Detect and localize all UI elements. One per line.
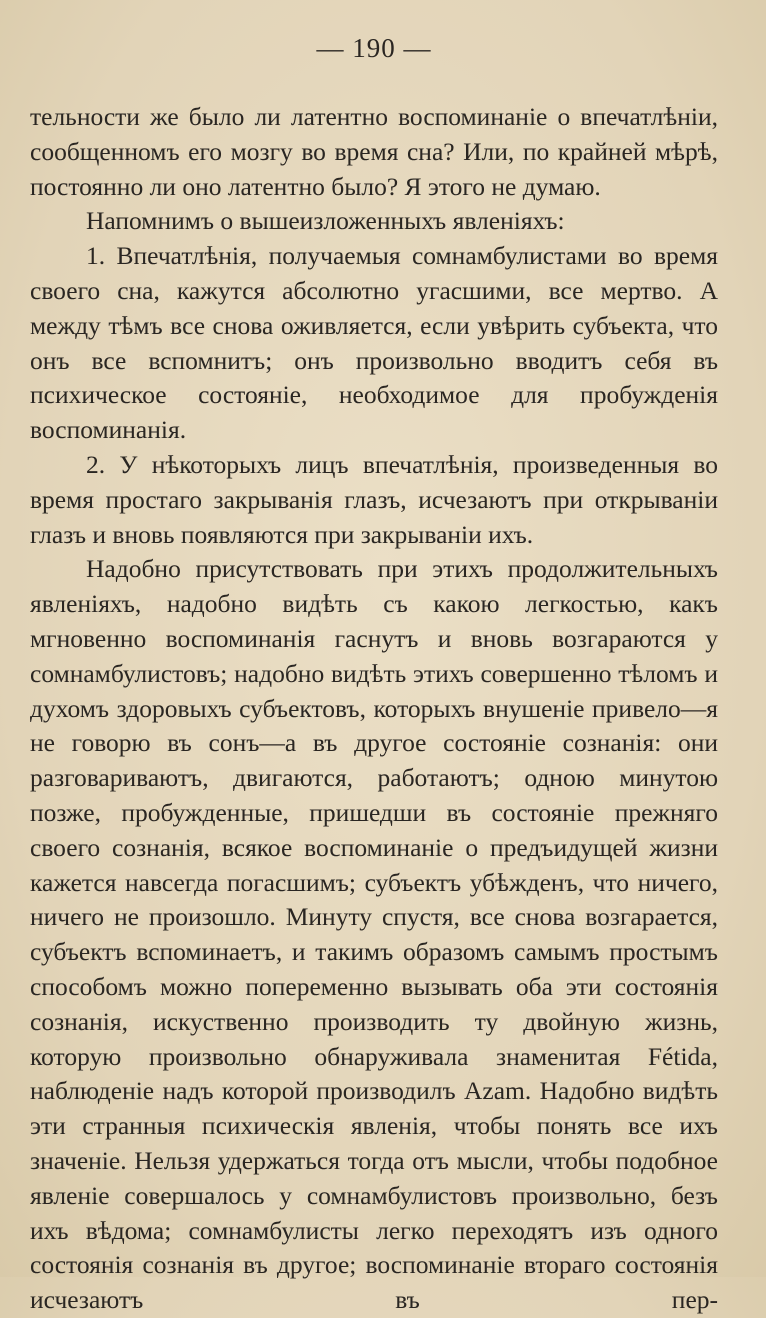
body-text (30, 100, 718, 1318)
paragraph-intro: Напомнимъ о вышеизложенныхъ явленіяхъ: (86, 206, 565, 236)
page-number: — 190 — (316, 33, 432, 63)
book-page (30, 28, 718, 1318)
paragraph-main: Надобно присутствовать при этихъ продолжительныхъ явленіяхъ, надобно видѣть съ какою легкостью, какъ мгновенно воспоминанія гаснутъ и вновь возгараются у сомнамбулистовъ; надобно видѣть этихъ совершенно тѣломъ и духомъ здоровыхъ субъектовъ, которыхъ внушеніе привело—я не говорю въ сонъ—а въ другое состояніе сознанія: они разговариваютъ, двигаются, работаютъ; одною минутою позже, пробужденные, пришедши въ состояніе прежняго своего сознанія, всякое воспоминаніе о предъидущей жизни кажется навсегда погасшимъ; субъектъ убѣжденъ, что ничего, ничего не произошло. Минуту спустя, все снова возгарается, субъектъ вспоминаетъ, и такимъ образомъ самымъ простымъ способомъ можно попеременно вызывать оба эти состоянія сознанія, искуственно производить ту двойную жизнь, которую произвольно обнаруживала знаменитая Fétida, наблюденіе надъ которой производилъ Azam. Надобно видѣть эти странныя психическія явленія, чтобы понять все ихъ значеніе. Нельзя удержаться тогда отъ мысли, чтобы подобное явленіе совершалось у сомнамбулистовъ произвольно, безъ ихъ вѣдома; сомнамбулисты легко переходятъ изъ одного состоянія сознанія въ другое; воспоминаніе втораго состоянія исчезаютъ въ пер- (30, 554, 718, 1315)
paragraph-item-2: 2. У нѣкоторыхъ лицъ впечатлѣнія, произведенныя во время простаго закрыванія глазъ, исчезаютъ при открываніи глазъ и вновь появляются при закрываніи ихъ. (30, 449, 718, 549)
paragraph-continuation: тельности же было ли латентно воспоминаніе о впечатлѣніи, сообщенномъ его мозгу во время сна? Или, по крайней мѣрѣ, постоянно ли оно латентно было? Я этого не думаю. (30, 102, 718, 201)
paragraph-item-1: 1. Впечатлѣнія, получаемыя сомнамбулистами во время своего сна, кажутся абсолютно угасшими, все мертво. А между тѣмъ все снова оживляется, если увѣрить субъекта, что онъ все вспомнитъ; онъ произвольно вводитъ себя въ психическое состояніе, необходимое для пробужденія воспоминанія. (30, 241, 718, 445)
